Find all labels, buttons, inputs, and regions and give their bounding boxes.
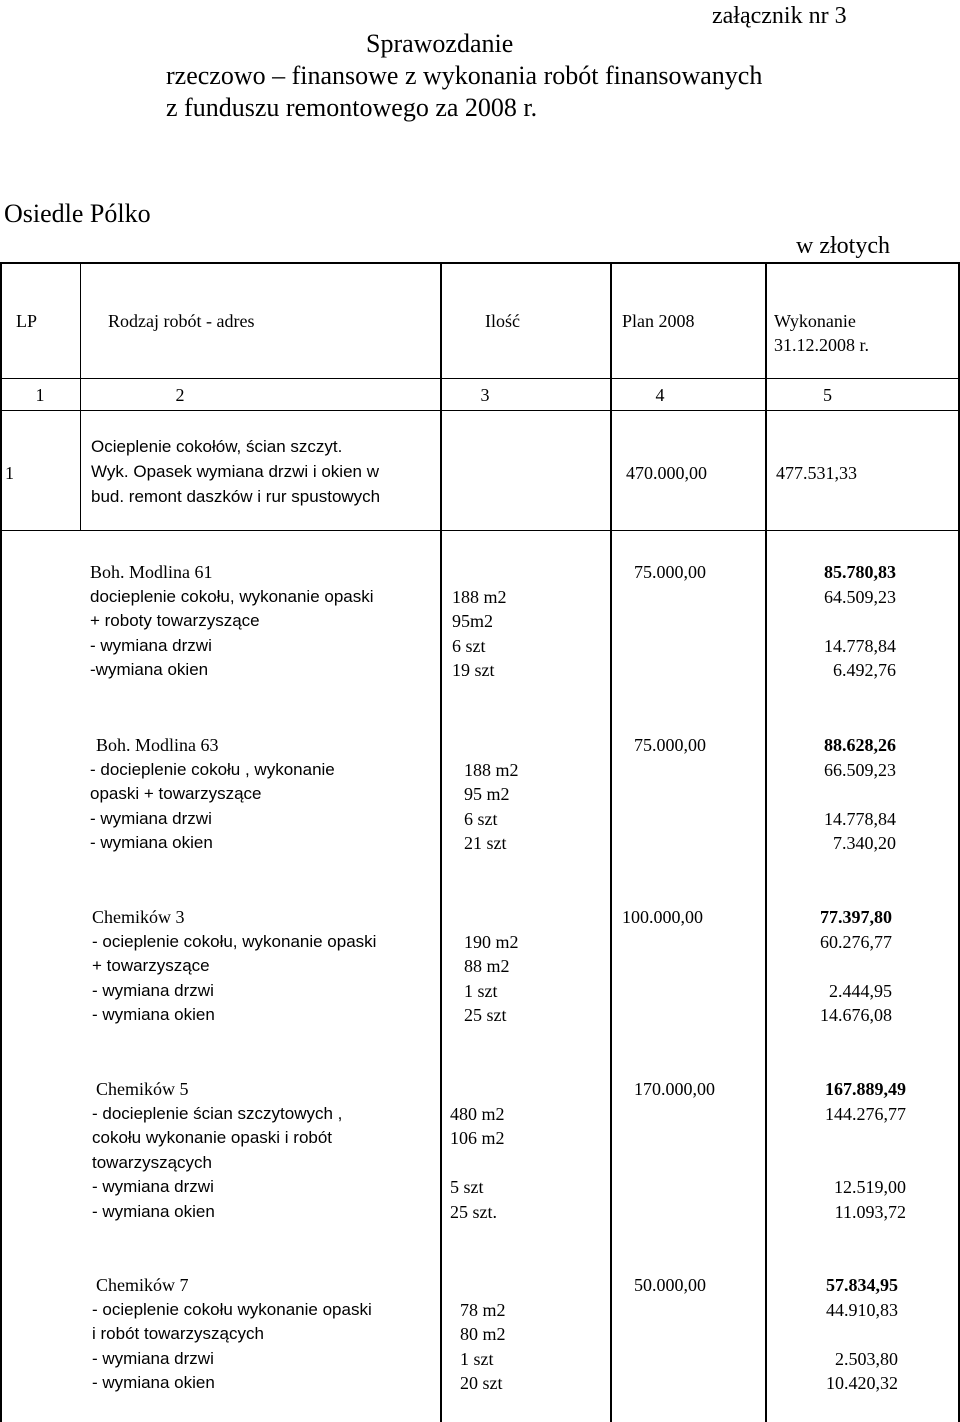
work-line-text: - ocieplenie cokołu, wykonanie opaski: [92, 931, 377, 951]
header-work-type: Rodzaj robót - adres: [108, 311, 255, 331]
header-quantity: Ilość: [485, 311, 520, 331]
estate-name: Osiedle Pólko: [4, 199, 151, 228]
work-line-text: + towarzyszące: [92, 956, 210, 975]
building-name: Boh. Modlina 61: [90, 562, 213, 582]
work-line-quantity: 80 m2: [460, 1324, 506, 1344]
work-line-quantity: 106 m2: [450, 1128, 505, 1148]
building-name: Chemików 5: [96, 1079, 189, 1099]
work-line-text: - wymiana drzwi: [92, 980, 214, 1000]
work-line-text: - wymiana okien: [92, 1005, 215, 1024]
work-line-text: - docieplenie cokołu , wykonanie: [90, 759, 335, 779]
work-line-text: - wymiana okien: [92, 1373, 215, 1392]
work-line-quantity: 5 szt: [450, 1177, 484, 1197]
report-title-line3: z funduszu remontowego za 2008 r.: [166, 93, 538, 122]
work-line-text: i robót towarzyszących: [92, 1324, 264, 1343]
building-name: Chemików 3: [92, 907, 185, 927]
work-line-text: + roboty towarzyszące: [90, 611, 260, 630]
col-number-3: 3: [480, 385, 490, 405]
work-line-execution: 12.519,00: [834, 1177, 906, 1197]
work-line-quantity: 20 szt: [460, 1373, 503, 1393]
work-line-quantity: 188 m2: [452, 586, 507, 607]
work-line-execution: 11.093,72: [834, 1201, 906, 1222]
work-line-quantity: 6 szt: [464, 808, 498, 829]
col-number-1: 1: [35, 385, 45, 405]
building-name: Boh. Modlina 63: [96, 735, 219, 755]
building-name: Chemików 7: [96, 1275, 189, 1295]
work-line-quantity: 480 m2: [450, 1103, 505, 1124]
work-line-text: - ocieplenie cokołu wykonanie opaski: [92, 1299, 372, 1319]
work-line-text: - wymiana okien: [90, 833, 213, 852]
work-line-quantity: 25 szt.: [450, 1201, 497, 1222]
header-lp: LP: [16, 311, 38, 331]
work-line-quantity: 19 szt: [452, 660, 495, 680]
col-number-2: 2: [175, 385, 185, 405]
work-line-text: - wymiana drzwi: [92, 1348, 214, 1368]
header-plan: Plan 2008: [622, 311, 695, 331]
building-execution: 57.834,95: [826, 1275, 898, 1295]
work-line-execution: 14.778,84: [824, 635, 896, 656]
work-line-text: - wymiana drzwi: [92, 1177, 214, 1196]
currency-note: w złotych: [796, 233, 890, 259]
work-line-quantity: 25 szt: [464, 1005, 507, 1025]
work-line-quantity: 95m2: [452, 611, 494, 631]
header-execution-date: 31.12.2008 r.: [774, 335, 870, 355]
work-line-execution: 144.276,77: [825, 1103, 906, 1124]
work-line-execution: 6.492,76: [833, 660, 896, 680]
work-line-execution: 66.509,23: [824, 759, 896, 780]
work-line-execution: 7.340,20: [833, 833, 896, 853]
work-line-text: towarzyszących: [92, 1152, 212, 1172]
main-row-plan: 470.000,00: [626, 463, 707, 483]
work-line-text: - wymiana drzwi: [90, 808, 212, 828]
building-execution: 77.397,80: [820, 907, 892, 927]
building-plan: 100.000,00: [622, 907, 703, 927]
work-line-execution: 10.420,32: [826, 1373, 898, 1393]
main-row-lp: 1: [5, 463, 14, 483]
work-line-quantity: 95 m2: [464, 784, 510, 804]
work-line-execution: 14.676,08: [820, 1005, 892, 1025]
work-line-quantity: 1 szt: [464, 980, 498, 1001]
attachment-label: załącznik nr 3: [712, 3, 847, 29]
work-line-execution: 60.276,77: [820, 931, 892, 952]
header-execution: Wykonanie: [774, 311, 856, 331]
building-execution: 85.780,83: [824, 562, 896, 582]
building-execution: 88.628,26: [824, 735, 896, 755]
work-line-quantity: 188 m2: [464, 759, 519, 780]
work-line-text: - wymiana drzwi: [90, 635, 212, 655]
work-line-quantity: 88 m2: [464, 956, 510, 976]
work-line-quantity: 190 m2: [464, 931, 519, 952]
work-line-text: docieplenie cokołu, wykonanie opaski: [90, 586, 374, 606]
work-line-text: - docieplenie ścian szczytowych ,: [92, 1103, 343, 1123]
main-row-execution: 477.531,33: [776, 463, 857, 483]
main-row-description: Ocieplenie cokołów, ścian szczyt. Wyk. Opasek wymiana drzwi i okien w bud. remont daszków i rur spustowych: [91, 437, 381, 506]
work-line-text: cokołu wykonanie opaski i robót: [92, 1128, 333, 1147]
work-line-execution: 14.778,84: [824, 808, 896, 829]
work-line-execution: 64.509,23: [824, 586, 896, 607]
work-line-quantity: 21 szt: [464, 833, 507, 853]
report-title-line2: rzeczowo – finansowe z wykonania robót finansowanych: [166, 61, 763, 90]
col-number-5: 5: [823, 385, 832, 405]
work-line-execution: 2.503,80: [835, 1348, 898, 1369]
work-line-text: -wymiana okien: [90, 660, 209, 679]
col-number-4: 4: [655, 385, 665, 405]
building-plan: 50.000,00: [634, 1275, 706, 1295]
building-execution: 167.889,49: [825, 1079, 906, 1099]
work-line-execution: 2.444,95: [829, 980, 892, 1001]
building-plan: 75.000,00: [634, 562, 706, 582]
building-plan: 170.000,00: [634, 1079, 715, 1099]
report-title-line1: Sprawozdanie: [366, 29, 514, 58]
work-line-quantity: 78 m2: [460, 1299, 506, 1320]
work-line-text: - wymiana okien: [92, 1201, 215, 1221]
work-line-text: opaski + towarzyszące: [90, 784, 262, 803]
work-line-quantity: 1 szt: [460, 1348, 494, 1369]
building-plan: 75.000,00: [634, 735, 706, 755]
work-line-quantity: 6 szt: [452, 635, 486, 656]
work-line-execution: 44.910,83: [826, 1299, 898, 1320]
